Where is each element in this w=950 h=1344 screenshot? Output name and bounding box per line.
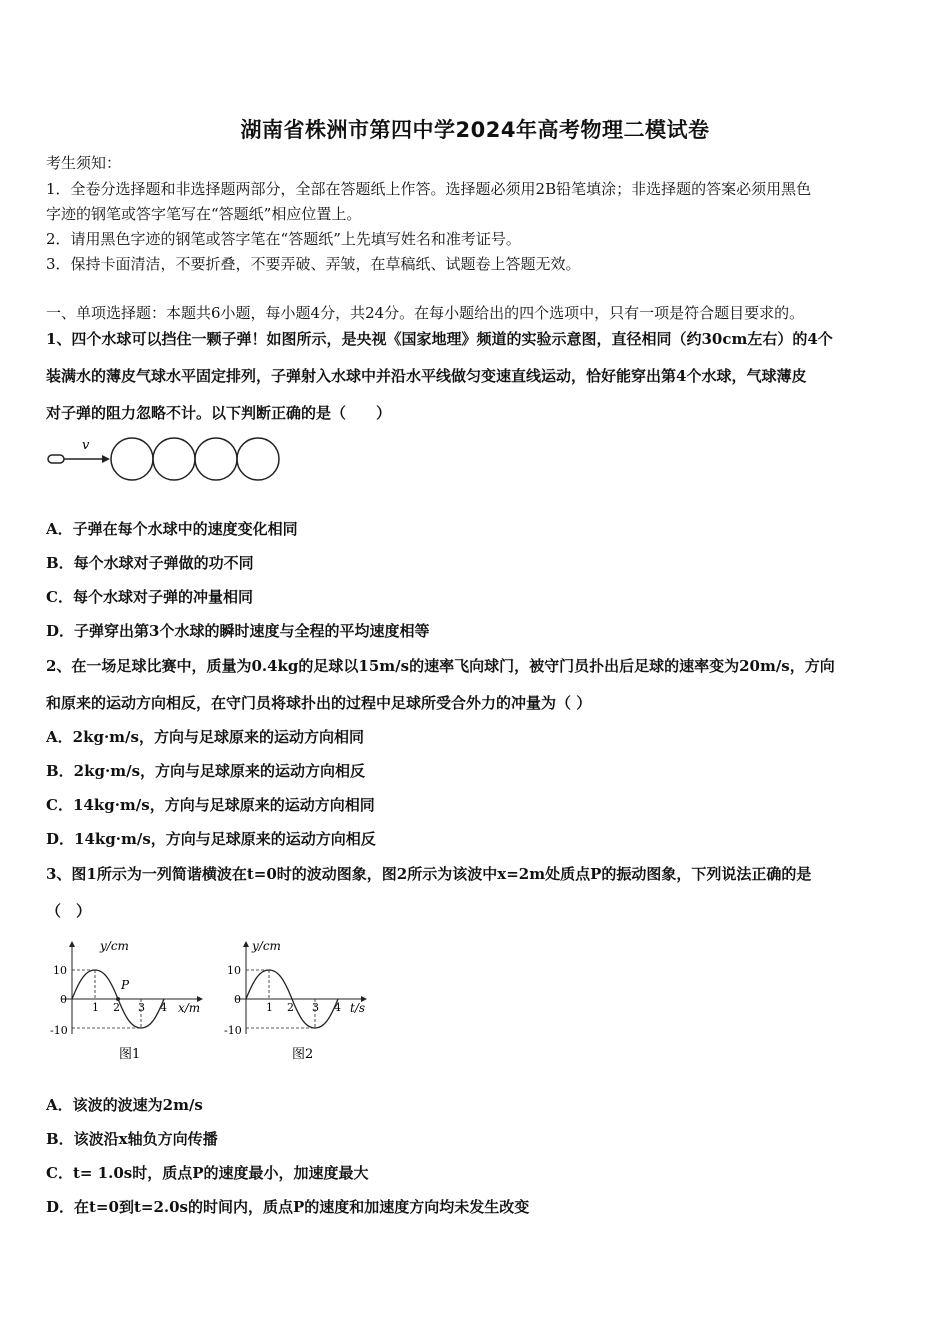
q1-option: B．每个水球对子弹做的功不同	[46, 554, 254, 572]
q3-stem-line: 3、图1所示为一列简谐横波在t=0时的波动图象，图2所示为该波中x=2m处质点P的振动图象，下列说法正确的是	[46, 865, 812, 883]
y-axis-label: y/cm	[100, 939, 129, 953]
q3-figure-2-vibration	[218, 934, 388, 1064]
q3-option: C．t= 1.0s时，质点P的速度最小，加速度最大	[46, 1164, 369, 1182]
velocity-label: v	[82, 438, 90, 453]
y-tick-label: -10	[224, 1024, 242, 1037]
notice-item: 2．请用黑色字迹的钢笔或答字笔在“答题纸”上先填写姓名和准考证号。	[46, 230, 521, 248]
q2-option: A．2kg·m/s，方向与足球原来的运动方向相同	[46, 728, 364, 746]
y-tick-label: 0	[60, 993, 67, 1006]
x-axis-label: x/m	[178, 1001, 201, 1015]
q3-stem-line: （ ）	[46, 902, 92, 920]
q2-option: D．14kg·m/s，方向与足球原来的运动方向相反	[46, 830, 376, 848]
page-title: 湖南省株洲市第四中学2024年高考物理二模试卷	[240, 118, 710, 142]
y-axis-label: y/cm	[252, 939, 281, 953]
figure-caption: 图1	[119, 1047, 141, 1062]
x-tick-label: 1	[92, 1001, 99, 1014]
notice-item: 1．全卷分选择题和非选择题两部分，全部在答题纸上作答。选择题必须用2B铅笔填涂；非选择题的答案必须用黑色	[46, 180, 812, 198]
y-tick-label: 0	[234, 993, 241, 1006]
x-tick-label: 4	[160, 1001, 167, 1014]
q2-option: C．14kg·m/s，方向与足球原来的运动方向相同	[46, 796, 375, 814]
x-tick-label: 3	[312, 1001, 319, 1014]
point-label: P	[121, 978, 130, 992]
arrow-head-icon	[102, 455, 110, 463]
x-tick-label: 4	[334, 1001, 341, 1014]
q3-option: A．该波的波速为2m/s	[46, 1096, 203, 1114]
q3-figure-1-wave	[44, 934, 214, 1064]
q1-option: D．子弹穿出第3个水球的瞬时速度与全程的平均速度相等	[46, 622, 430, 640]
section-heading: 一、单项选择题：本题共6小题，每小题4分，共24分。在每小题给出的四个选项中，只有一项是符合题目要求的。	[46, 304, 805, 322]
water-ball	[153, 438, 195, 480]
notice-heading: 考生须知：	[46, 154, 122, 172]
q1-stem-line: 对子弹的阻力忽略不计。以下判断正确的是（ ）	[46, 404, 392, 422]
q3-option: B．该波沿x轴负方向传播	[46, 1130, 218, 1148]
q3-option: D．在t=0到t=2.0s的时间内，质点P的速度和加速度方向均未发生改变	[46, 1198, 530, 1216]
x-tick-label: 2	[287, 1001, 294, 1014]
water-ball	[195, 438, 237, 480]
point-p	[116, 997, 120, 1001]
bullet-icon	[48, 455, 64, 463]
q1-option: C．每个水球对子弹的冲量相同	[46, 588, 253, 606]
figure-caption: 图2	[292, 1047, 314, 1062]
water-ball	[237, 438, 279, 480]
x-tick-label: 1	[266, 1001, 273, 1014]
q1-option: A．子弹在每个水球中的速度变化相同	[46, 520, 298, 538]
q2-option: B．2kg·m/s，方向与足球原来的运动方向相反	[46, 762, 366, 780]
x-tick-label: 2	[113, 1001, 120, 1014]
q1-stem-line: 1、四个水球可以挡住一颗子弹！如图所示，是央视《国家地理》频道的实验示意图，直径相同（约30cm左右）的4个	[46, 330, 833, 348]
x-tick-label: 3	[138, 1001, 145, 1014]
y-tick-label: 10	[227, 964, 241, 977]
y-tick-label: -10	[50, 1024, 68, 1037]
q1-stem-line: 装满水的薄皮气球水平固定排列，子弹射入水球中并沿水平线做匀变速直线运动，恰好能穿出第4个水球，气球薄皮	[46, 367, 807, 385]
water-ball	[111, 438, 153, 480]
x-axis-label: t/s	[350, 1001, 366, 1015]
q1-figure-water-balls	[44, 434, 288, 484]
y-tick-label: 10	[53, 964, 67, 977]
q2-stem-line: 和原来的运动方向相反，在守门员将球扑出的过程中足球所受合外力的冲量为（ ）	[46, 694, 592, 712]
notice-item: 3．保持卡面清洁，不要折叠，不要弄破、弄皱，在草稿纸、试题卷上答题无效。	[46, 255, 581, 273]
notice-item: 字迹的钢笔或答字笔写在“答题纸”相应位置上。	[46, 205, 362, 223]
q2-stem-line: 2、在一场足球比赛中，质量为0.4kg的足球以15m/s的速率飞向球门，被守门员扑出后足球的速率变为20m/s，方向	[46, 657, 835, 675]
